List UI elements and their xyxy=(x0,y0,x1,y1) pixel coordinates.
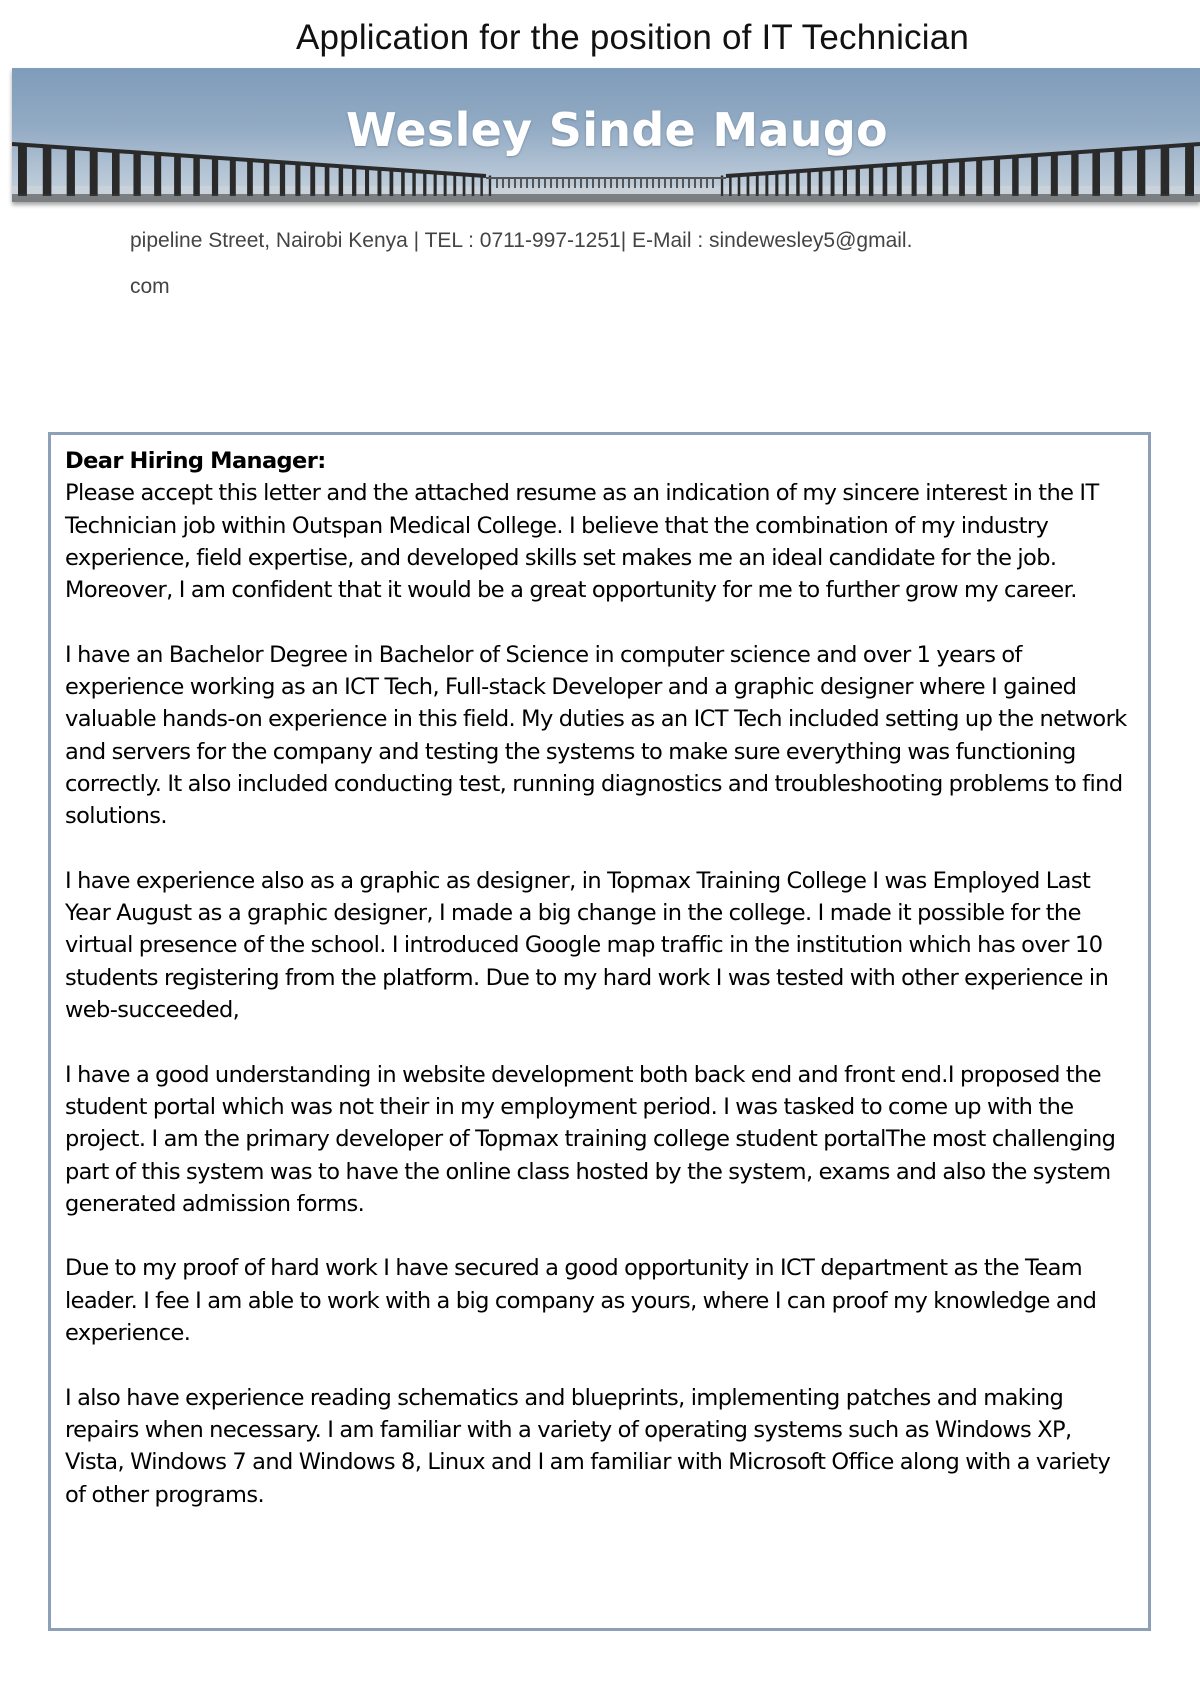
baluster xyxy=(412,170,415,196)
baluster xyxy=(634,178,636,188)
baluster xyxy=(434,172,437,196)
baluster xyxy=(453,173,456,196)
baluster xyxy=(616,178,618,188)
baluster xyxy=(712,178,714,188)
baluster xyxy=(444,173,447,196)
baluster xyxy=(883,165,888,196)
rail-base xyxy=(12,194,1200,202)
baluster xyxy=(856,166,860,196)
baluster xyxy=(550,178,552,188)
baluster xyxy=(676,178,678,188)
baluster xyxy=(339,166,343,196)
baluster xyxy=(544,178,546,188)
baluster xyxy=(700,178,702,188)
baluster xyxy=(514,178,516,188)
baluster xyxy=(280,162,285,196)
baluster xyxy=(520,178,522,188)
letter-paragraph: I also have experience reading schematics and blueprints, implementing patches and making repairs when necessary. I am familiar with a variety of operating systems such as Windows XP, Vista, Windows 7 and Windows 8, Linux and I am familiar with Microsoft Office along with a variety of other programs. xyxy=(65,1384,1111,1508)
baluster xyxy=(586,178,588,188)
baluster xyxy=(869,166,873,196)
baluster xyxy=(568,178,570,188)
baluster xyxy=(562,178,564,188)
contact-line-2: com xyxy=(130,275,170,298)
header-banner xyxy=(12,68,1200,202)
baluster xyxy=(646,178,648,188)
baluster xyxy=(401,170,405,196)
baluster xyxy=(640,178,642,188)
baluster xyxy=(628,178,630,188)
baluster xyxy=(610,178,612,188)
baluster xyxy=(502,178,504,188)
baluster xyxy=(943,161,948,196)
cover-letter-box xyxy=(48,432,1151,1631)
baluster xyxy=(463,174,466,196)
baluster xyxy=(1012,156,1018,196)
baluster xyxy=(133,152,140,196)
baluster xyxy=(664,178,666,188)
baluster xyxy=(843,167,847,196)
baluster xyxy=(230,158,236,196)
baluster xyxy=(193,156,199,196)
baluster xyxy=(756,173,759,196)
baluster xyxy=(247,160,253,196)
baluster xyxy=(994,157,1000,196)
baluster xyxy=(897,164,902,196)
baluster xyxy=(819,169,823,196)
letter-paragraph: Please accept this letter and the attached resume as an indication of my sincere interest in the IT Technician job within Outspan Medical College. I believe that the combination of my industry experience, field expertise, and developed skills set makes me an ideal candidate for the job. Moreover, I am confident that it would be a great opportunity for me to further grow my career. xyxy=(65,480,1099,604)
baluster xyxy=(310,164,315,196)
letter-paragraph: I have a good understanding in website development both back end and front end.I proposed the student portal which was not their in my employment period. I was tasked to come up with the project. I am the primary developer of Topmax training college student portalThe most challenging part of this system was to have the online class hosted by the system, exams and also the system generated admission forms. xyxy=(65,1061,1116,1217)
baluster xyxy=(706,178,708,188)
letter-paragraph: Due to my proof of hard work I have secured a good opportunity in ICT department as the Team leader. I fee I am able to work with a big company as yours, where I can proof my knowledge and experience. xyxy=(65,1255,1097,1347)
document-title: Application for the position of IT Technician xyxy=(295,18,970,57)
baluster xyxy=(652,178,654,188)
cover-letter-body xyxy=(65,445,1134,1511)
baluster xyxy=(390,169,394,196)
baluster xyxy=(496,178,498,188)
baluster xyxy=(352,166,356,196)
baluster xyxy=(604,178,606,188)
baluster xyxy=(423,171,426,196)
baluster xyxy=(927,162,932,196)
baluster xyxy=(912,163,917,196)
baluster xyxy=(796,170,799,196)
baluster xyxy=(174,155,181,196)
baluster xyxy=(526,178,528,188)
baluster xyxy=(112,151,120,196)
baluster xyxy=(212,157,218,196)
baluster xyxy=(325,165,330,196)
baluster xyxy=(694,178,696,188)
baluster xyxy=(807,170,811,196)
baluster xyxy=(747,174,750,196)
baluster xyxy=(538,178,540,188)
baluster xyxy=(959,160,965,196)
baluster xyxy=(1031,155,1038,196)
baluster xyxy=(532,178,534,188)
salutation: Dear Hiring Manager: xyxy=(65,448,326,474)
letter-paragraph: I have an Bachelor Degree in Bachelor of Science in computer science and over 1 years of experience working as an ICT Tech, Full-stack Developer and a graphic designer where I gained valuable hands-on experience in this field. My duties as an ICT Tech included setting up the network and servers for the company and testing the systems to make sure everything was functioning correctly. It also included conducting test, running diagnostics and troubleshooting problems to find solutions. xyxy=(65,641,1127,830)
baluster xyxy=(592,178,594,188)
contact-line-1: pipeline Street, Nairobi Kenya | TEL : 0711-997-1251| E-Mail : sindewesley5@gmail. xyxy=(130,229,913,252)
contact-info xyxy=(130,218,1050,310)
baluster xyxy=(976,158,982,196)
baluster xyxy=(729,175,731,196)
baluster xyxy=(1071,152,1078,196)
baluster xyxy=(682,178,684,188)
baluster xyxy=(1051,153,1058,196)
baluster xyxy=(786,171,789,196)
baluster xyxy=(264,161,269,196)
baluster xyxy=(472,174,475,196)
baluster xyxy=(556,178,558,188)
baluster xyxy=(765,173,768,196)
baluster xyxy=(295,163,300,196)
letter-paragraph: I have experience also as a graphic as designer, in Topmax Training College I was Employed Last Year August as a graphic designer, I made a big change in the college. I made it possible for the virtual presence of the school. I introduced Google map traffic in the institution which has over 10 students registering from the platform. Due to my hard work I was tested with other experience in web-succeeded, xyxy=(65,867,1109,1024)
baluster xyxy=(1092,151,1100,196)
baluster xyxy=(738,174,741,196)
baluster xyxy=(508,178,510,188)
baluster xyxy=(831,168,835,196)
baluster xyxy=(365,167,369,196)
applicant-name: Wesley Sinde Maugo xyxy=(346,103,888,157)
baluster xyxy=(622,178,624,188)
baluster xyxy=(670,178,672,188)
baluster xyxy=(658,178,660,188)
baluster xyxy=(574,178,576,188)
baluster xyxy=(580,178,582,188)
baluster xyxy=(480,175,482,196)
baluster xyxy=(775,172,778,196)
baluster xyxy=(154,153,161,196)
baluster xyxy=(598,178,600,188)
baluster xyxy=(377,168,381,196)
baluster xyxy=(688,178,690,188)
